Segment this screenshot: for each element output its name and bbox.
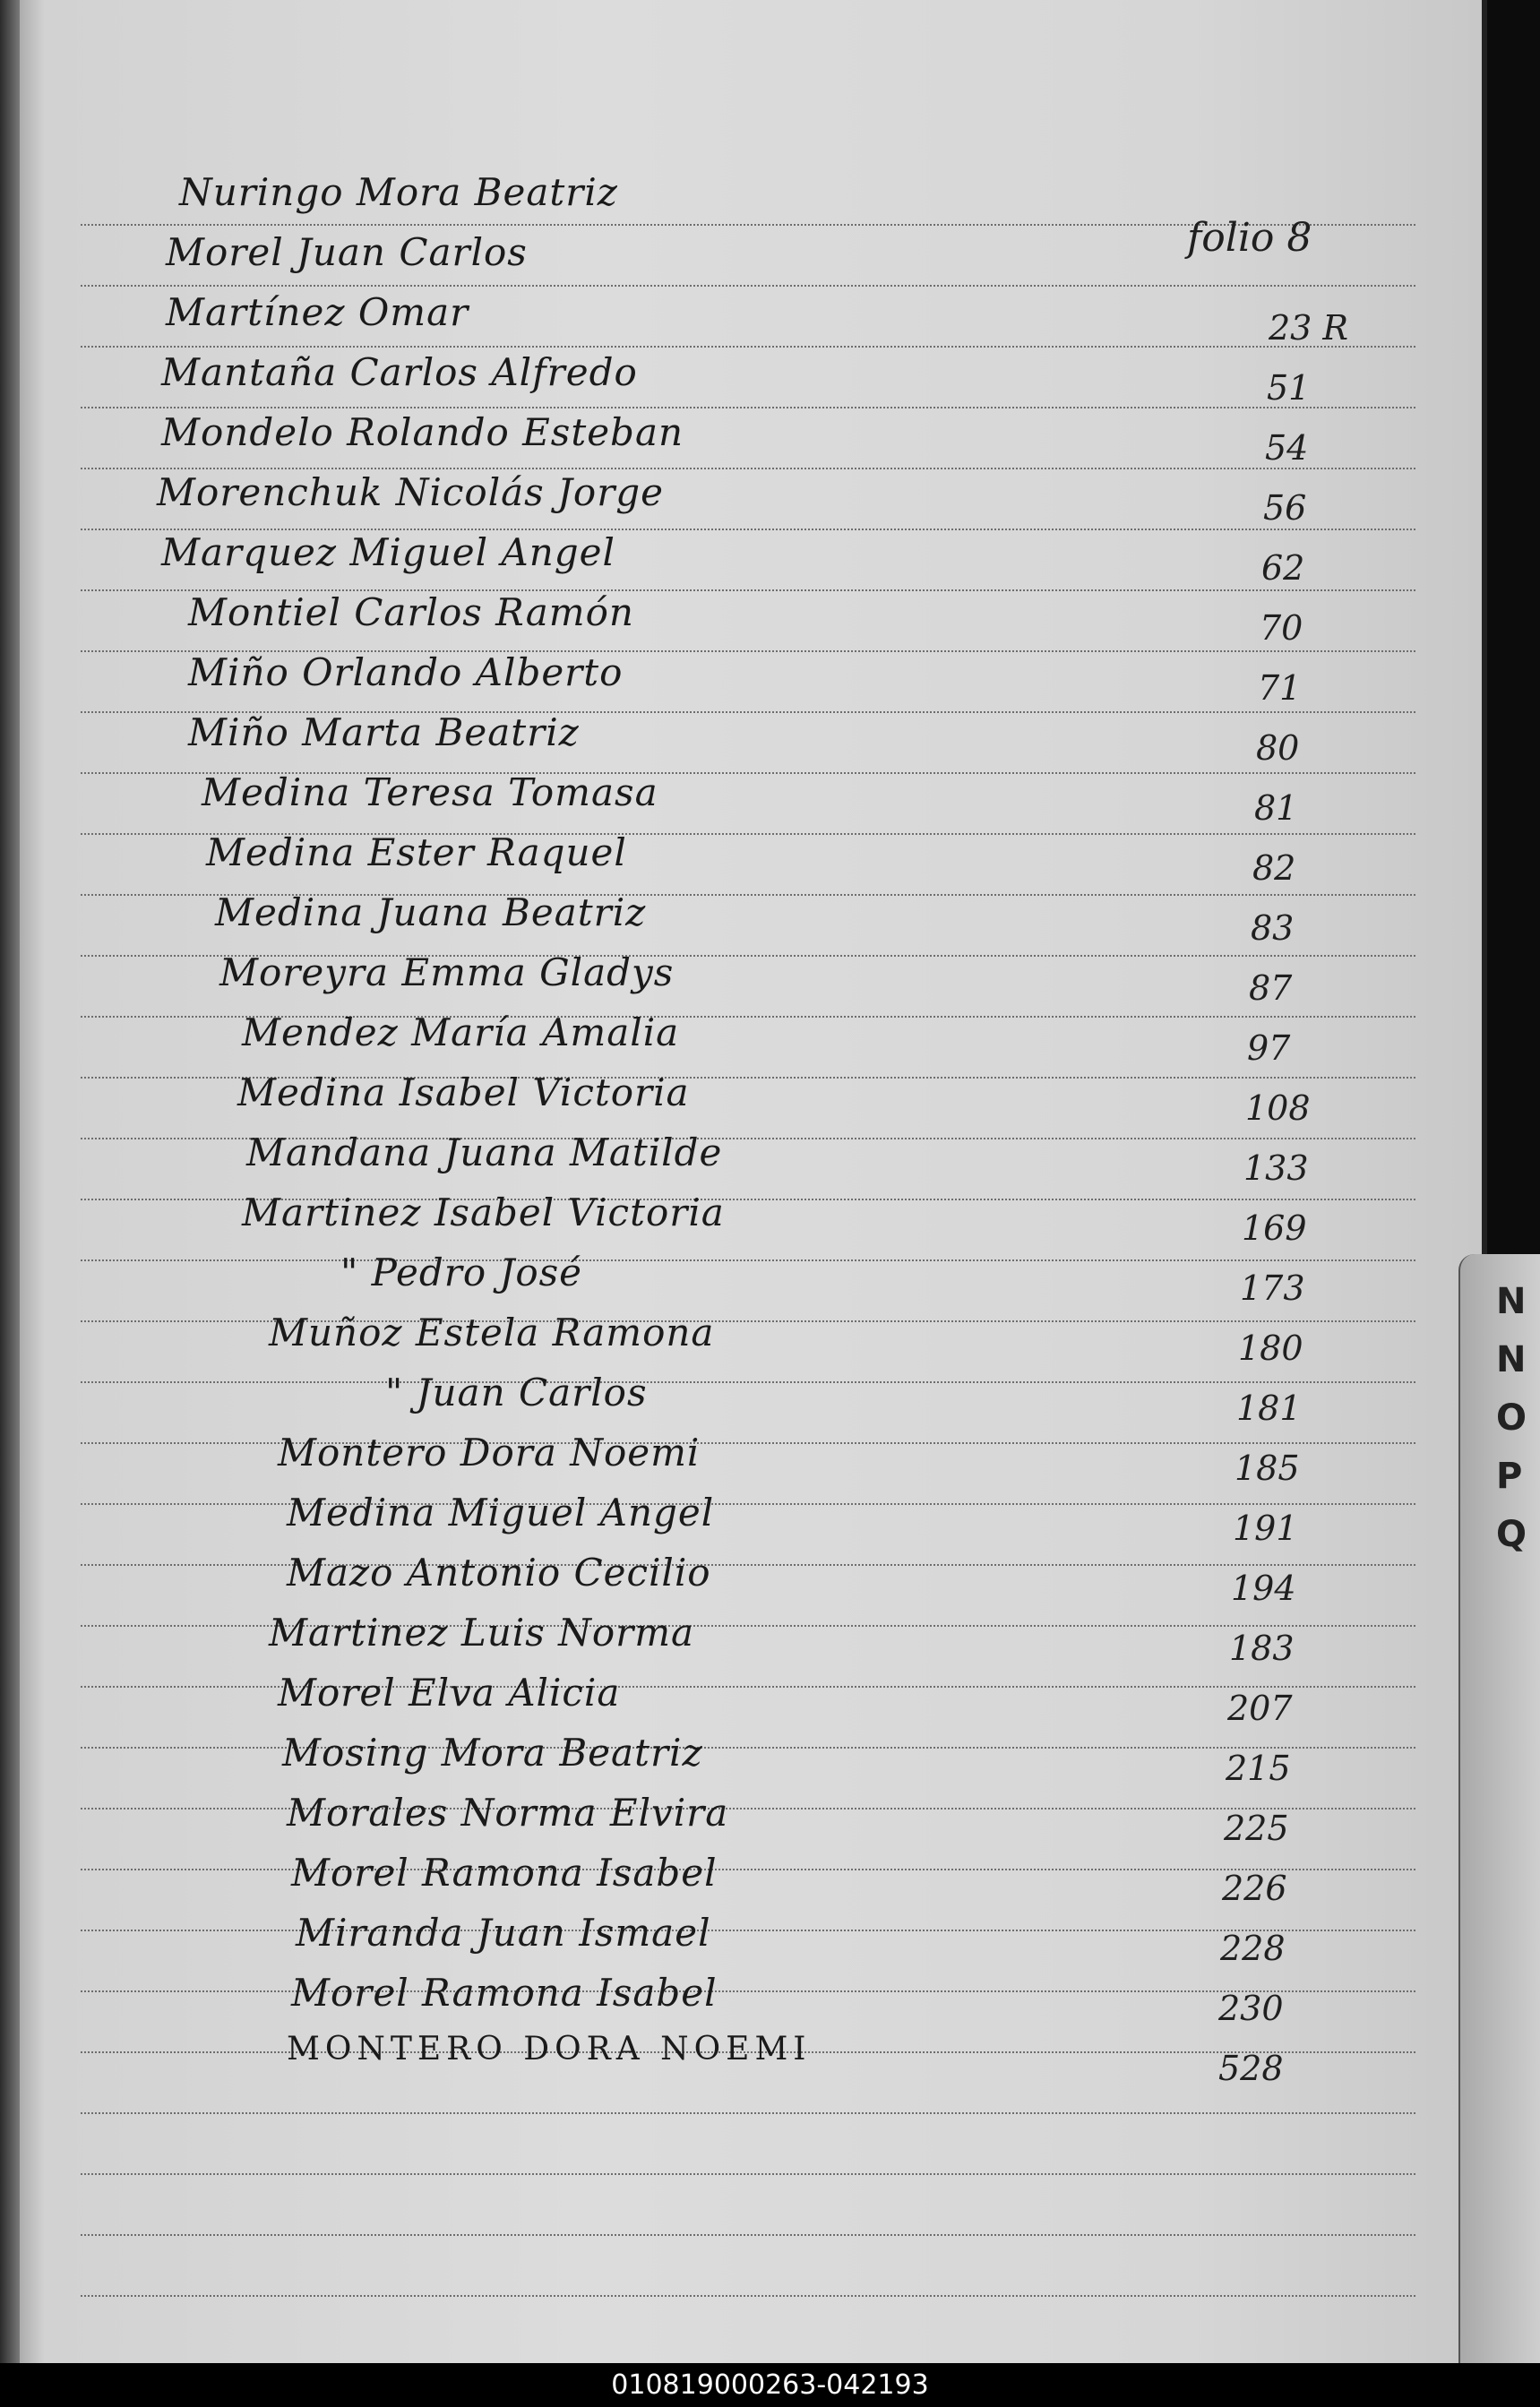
entry-name: Mantaña Carlos Alfredo [161, 350, 638, 394]
entry-page-number: 181 [1236, 1388, 1302, 1428]
index-tab-letter: N [1496, 1339, 1527, 1380]
entry-name: Morel Ramona Isabel [291, 1851, 718, 1895]
entry-name: Miño Orlando Alberto [188, 650, 624, 694]
entry-name: " Pedro José [340, 1251, 583, 1294]
entry-page-number: 97 [1247, 1028, 1291, 1068]
ruled-line [81, 2295, 1415, 2297]
entry-page-number: 87 [1249, 968, 1293, 1008]
entry-name: Nuringo Mora Beatriz [179, 170, 618, 214]
entry-name: Martinez Isabel Victoria [242, 1191, 725, 1234]
entry-name: Moreyra Emma Gladys [219, 950, 675, 994]
entry-page-number: 191 [1233, 1509, 1298, 1548]
entry-page-number: 225 [1224, 1809, 1289, 1848]
entry-name: Morel Juan Carlos [166, 230, 528, 274]
entry-page-number: 54 [1265, 428, 1309, 468]
entry-page-number: 180 [1238, 1328, 1303, 1368]
entry-name: Medina Miguel Angel [287, 1491, 715, 1534]
entry-page-number: 80 [1256, 728, 1300, 768]
entry-page-number: 228 [1220, 1929, 1286, 1968]
ruled-line [81, 2173, 1415, 2175]
entry-name: Morenchuk Nicolás Jorge [157, 470, 665, 514]
entry-page-number: 83 [1251, 908, 1295, 948]
entry-name: Mendez María Amalia [242, 1010, 680, 1054]
index-tab-letter: O [1496, 1397, 1527, 1439]
ruled-line [81, 1747, 1415, 1749]
entry-name: Medina Ester Raquel [206, 830, 627, 874]
ruled-line [81, 1869, 1415, 1870]
entry-page-number: 81 [1254, 788, 1298, 828]
entry-page-number: 108 [1245, 1088, 1311, 1128]
ruled-line [81, 1808, 1415, 1810]
entry-name: Martínez Omar [166, 290, 469, 334]
index-tab-letter: P [1496, 1456, 1523, 1497]
entry-name: Martinez Luis Norma [269, 1611, 695, 1655]
entry-page-number: 215 [1226, 1749, 1291, 1788]
entry-page-number: 133 [1243, 1148, 1309, 1188]
entry-name: Montero Dora Noemi [278, 1431, 701, 1474]
entry-page-number: 173 [1240, 1268, 1305, 1308]
entry-name: Medina Isabel Victoria [237, 1070, 690, 1114]
entry-page-number: 169 [1242, 1208, 1307, 1248]
ruled-line [81, 1564, 1415, 1566]
entry-page-number: 70 [1260, 608, 1303, 648]
ruled-line [81, 468, 1415, 469]
entry-page-number: 51 [1267, 368, 1311, 408]
ruled-line [81, 2112, 1415, 2114]
ruled-line [81, 407, 1415, 408]
entry-name: Morel Ramona Isabel [291, 1971, 718, 2015]
entry-page-number: 71 [1258, 668, 1302, 708]
index-tab-letter: N [1496, 1281, 1527, 1322]
entry-page-number: 183 [1229, 1629, 1295, 1668]
ruled-line [81, 285, 1415, 287]
entry-name: Mondelo Rolando Esteban [161, 410, 684, 454]
document-id-footer: 010819000263-042193 [0, 2363, 1540, 2407]
index-tab-letter: Q [1496, 1514, 1527, 1555]
ruled-line [81, 1381, 1415, 1383]
entry-page-number: 207 [1227, 1689, 1293, 1728]
entry-name: Miranda Juan Ismael [296, 1911, 711, 1955]
entry-page-number: 226 [1222, 1869, 1287, 1908]
entry-name: Mazo Antonio Cecilio [287, 1551, 711, 1595]
ruled-line [81, 2234, 1415, 2236]
entry-page-number: 230 [1218, 1989, 1284, 2028]
ruled-line [81, 1259, 1415, 1261]
ruled-line [81, 346, 1415, 348]
ruled-line [81, 1930, 1415, 1931]
binding-spine [0, 0, 20, 2363]
entry-page-number: 23 R [1269, 308, 1349, 348]
entry-page-number: 82 [1252, 848, 1296, 888]
entry-name: Medina Teresa Tomasa [202, 770, 658, 814]
entry-name: Marquez Miguel Angel [161, 530, 615, 574]
entry-name: Muñoz Estela Ramona [269, 1311, 715, 1354]
entry-name: Morales Norma Elvira [287, 1791, 729, 1835]
entry-page-number: 528 [1218, 2049, 1284, 2088]
entry-page-number: 194 [1231, 1569, 1296, 1608]
entry-page-number: 56 [1263, 488, 1307, 528]
entry-name: " Juan Carlos [385, 1371, 648, 1414]
entry-name: Morel Elva Alicia [278, 1671, 621, 1715]
folio-header: folio 8 [1187, 215, 1312, 261]
entry-name: Montiel Carlos Ramón [188, 590, 634, 634]
entry-page-number: 185 [1235, 1448, 1300, 1488]
entry-name: Mandana Juana Matilde [246, 1130, 723, 1174]
entry-name: Mosing Mora Beatriz [282, 1731, 703, 1775]
ruled-line [81, 1503, 1415, 1505]
entry-name: Miño Marta Beatriz [188, 710, 580, 754]
ruled-line [81, 1990, 1415, 1992]
entry-name: MONTERO DORA NOEMI [287, 2031, 812, 2067]
entry-page-number: 62 [1261, 548, 1305, 588]
entry-name: Medina Juana Beatriz [215, 890, 647, 934]
